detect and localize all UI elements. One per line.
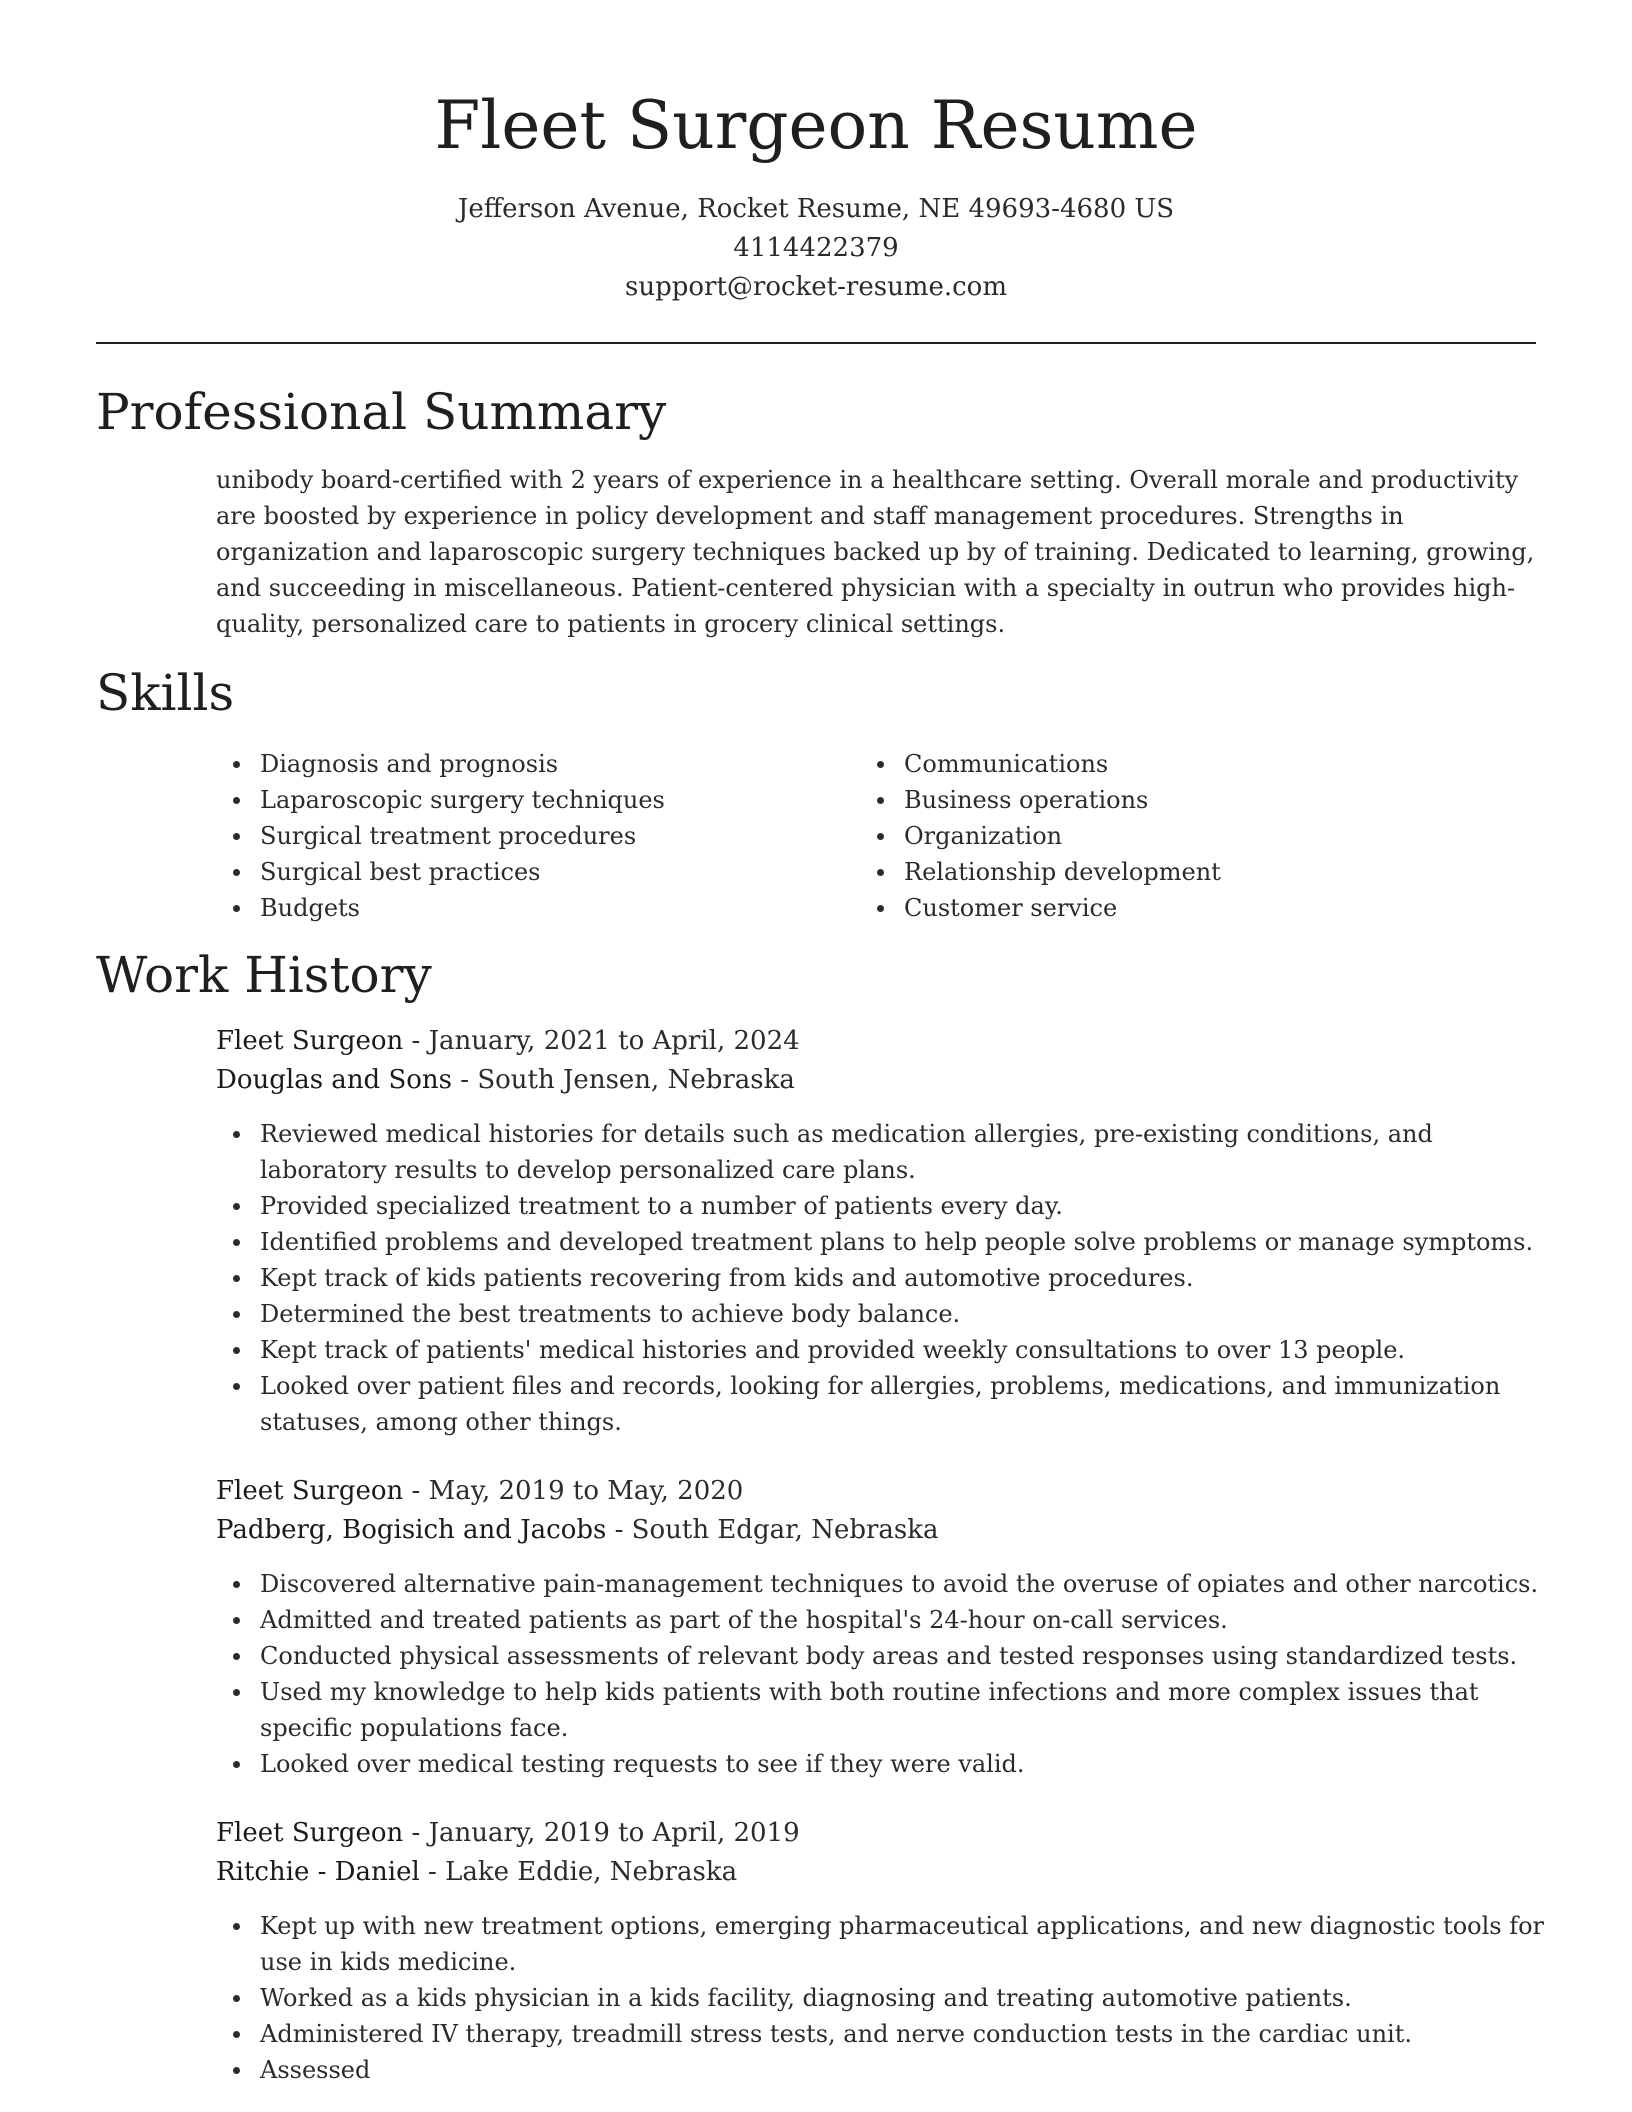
header-divider [96,342,1536,344]
summary-heading: Professional Summary [96,383,667,441]
resume-title: Fleet Surgeon Resume [434,87,1198,164]
job-title: Fleet Surgeon [216,1818,404,1848]
skills-list-left [216,746,836,926]
job-entry [216,1814,1546,2088]
skill-item: Surgical best practices [216,854,836,890]
job-bullet: Worked as a kids physician in a kids facility, diagnosing and treating automotive patients. [216,1980,1546,2016]
job-bullet: Administered IV therapy, treadmill stress tests, and nerve conduction tests in the cardiac unit. [216,2016,1546,2052]
summary-text: unibody board-certified with 2 years of experience in a healthcare setting. Overall morale and productivity are boosted by experience in policy development and staff management procedures. Strengths in organization and laparoscopic surgery techniques backed up by of training. Dedicated to learning, growing, and succeeding in miscellaneous. Patient-centered physician with a specialty in outrun who provides high-quality, personalized care to patients in grocery clinical settings. [216,466,1535,638]
job-title-line [216,1022,1546,1061]
skill-item: Surgical treatment procedures [216,818,836,854]
skill-item: Customer service [860,890,1480,926]
resume-page [96,0,1545,2112]
job-bullet: Assessed [216,2052,1546,2088]
contact-phone: 4114422379 [733,233,899,263]
contact-address: Jefferson Avenue, Rocket Resume, NE 49693-4680 US [457,194,1175,224]
job-entry [216,1472,1546,1782]
job-company-line [216,1853,1546,1892]
skill-item: Laparoscopic surgery techniques [216,782,836,818]
job-bullet: Looked over patient files and records, looking for allergies, problems, medications, and immunization statuses, among other things. [216,1368,1546,1440]
skills-list-right [860,746,1480,926]
skill-item: Diagnosis and prognosis [216,746,836,782]
job-dates: - January, 2019 to April, 2019 [403,1818,800,1848]
contact-block [96,190,1536,307]
job-bullet: Kept track of kids patients recovering from kids and automotive procedures. [216,1260,1546,1296]
job-bullet: Looked over medical testing requests to see if they were valid. [216,1746,1546,1782]
job-location: - Lake Eddie, Nebraska [419,1857,738,1887]
job-bullet: Reviewed medical histories for details such as medication allergies, pre-existing conditions, and laboratory results to develop personalized care plans. [216,1116,1546,1188]
job-bullet: Conducted physical assessments of relevant body areas and tested responses using standardized tests. [216,1638,1546,1674]
job-bullet: Used my knowledge to help kids patients with both routine infections and more complex issues that specific populations face. [216,1674,1546,1746]
job-bullet: Identified problems and developed treatment plans to help people solve problems or manage symptoms. [216,1224,1546,1260]
job-dates: - May, 2019 to May, 2020 [403,1476,744,1506]
job-bullet: Admitted and treated patients as part of the hospital's 24-hour on-call services. [216,1602,1546,1638]
skill-item: Communications [860,746,1480,782]
job-bullets [216,1566,1546,1782]
skill-item: Business operations [860,782,1480,818]
job-bullet: Determined the best treatments to achieve body balance. [216,1296,1546,1332]
work-history-heading: Work History [96,946,432,1004]
job-company: Ritchie - Daniel [216,1857,420,1887]
job-title: Fleet Surgeon [216,1476,404,1506]
job-company-line [216,1511,1546,1550]
job-bullet: Discovered alternative pain-management techniques to avoid the overuse of opiates and other narcotics. [216,1566,1546,1602]
job-entry [216,1022,1546,1440]
skill-item: Organization [860,818,1480,854]
job-title-line [216,1814,1546,1853]
job-company-line [216,1061,1546,1100]
job-bullets [216,1908,1546,2088]
skill-item: Budgets [216,890,836,926]
job-company: Douglas and Sons [216,1065,453,1095]
skills-heading: Skills [96,664,235,722]
contact-email: support@rocket-resume.com [624,272,1007,302]
job-company: Padberg, Bogisich and Jacobs [216,1515,607,1545]
job-title-line [216,1472,1546,1511]
job-dates: - January, 2021 to April, 2024 [403,1026,800,1056]
job-bullets [216,1116,1546,1440]
job-location: - South Edgar, Nebraska [606,1515,939,1545]
job-bullet: Provided specialized treatment to a number of patients every day. [216,1188,1546,1224]
job-bullet: Kept up with new treatment options, emerging pharmaceutical applications, and new diagnostic tools for use in kids medicine. [216,1908,1546,1980]
job-title: Fleet Surgeon [216,1026,404,1056]
skill-item: Relationship development [860,854,1480,890]
job-bullet: Kept track of patients' medical histories and provided weekly consultations to over 13 people. [216,1332,1546,1368]
job-location: - South Jensen, Nebraska [452,1065,795,1095]
